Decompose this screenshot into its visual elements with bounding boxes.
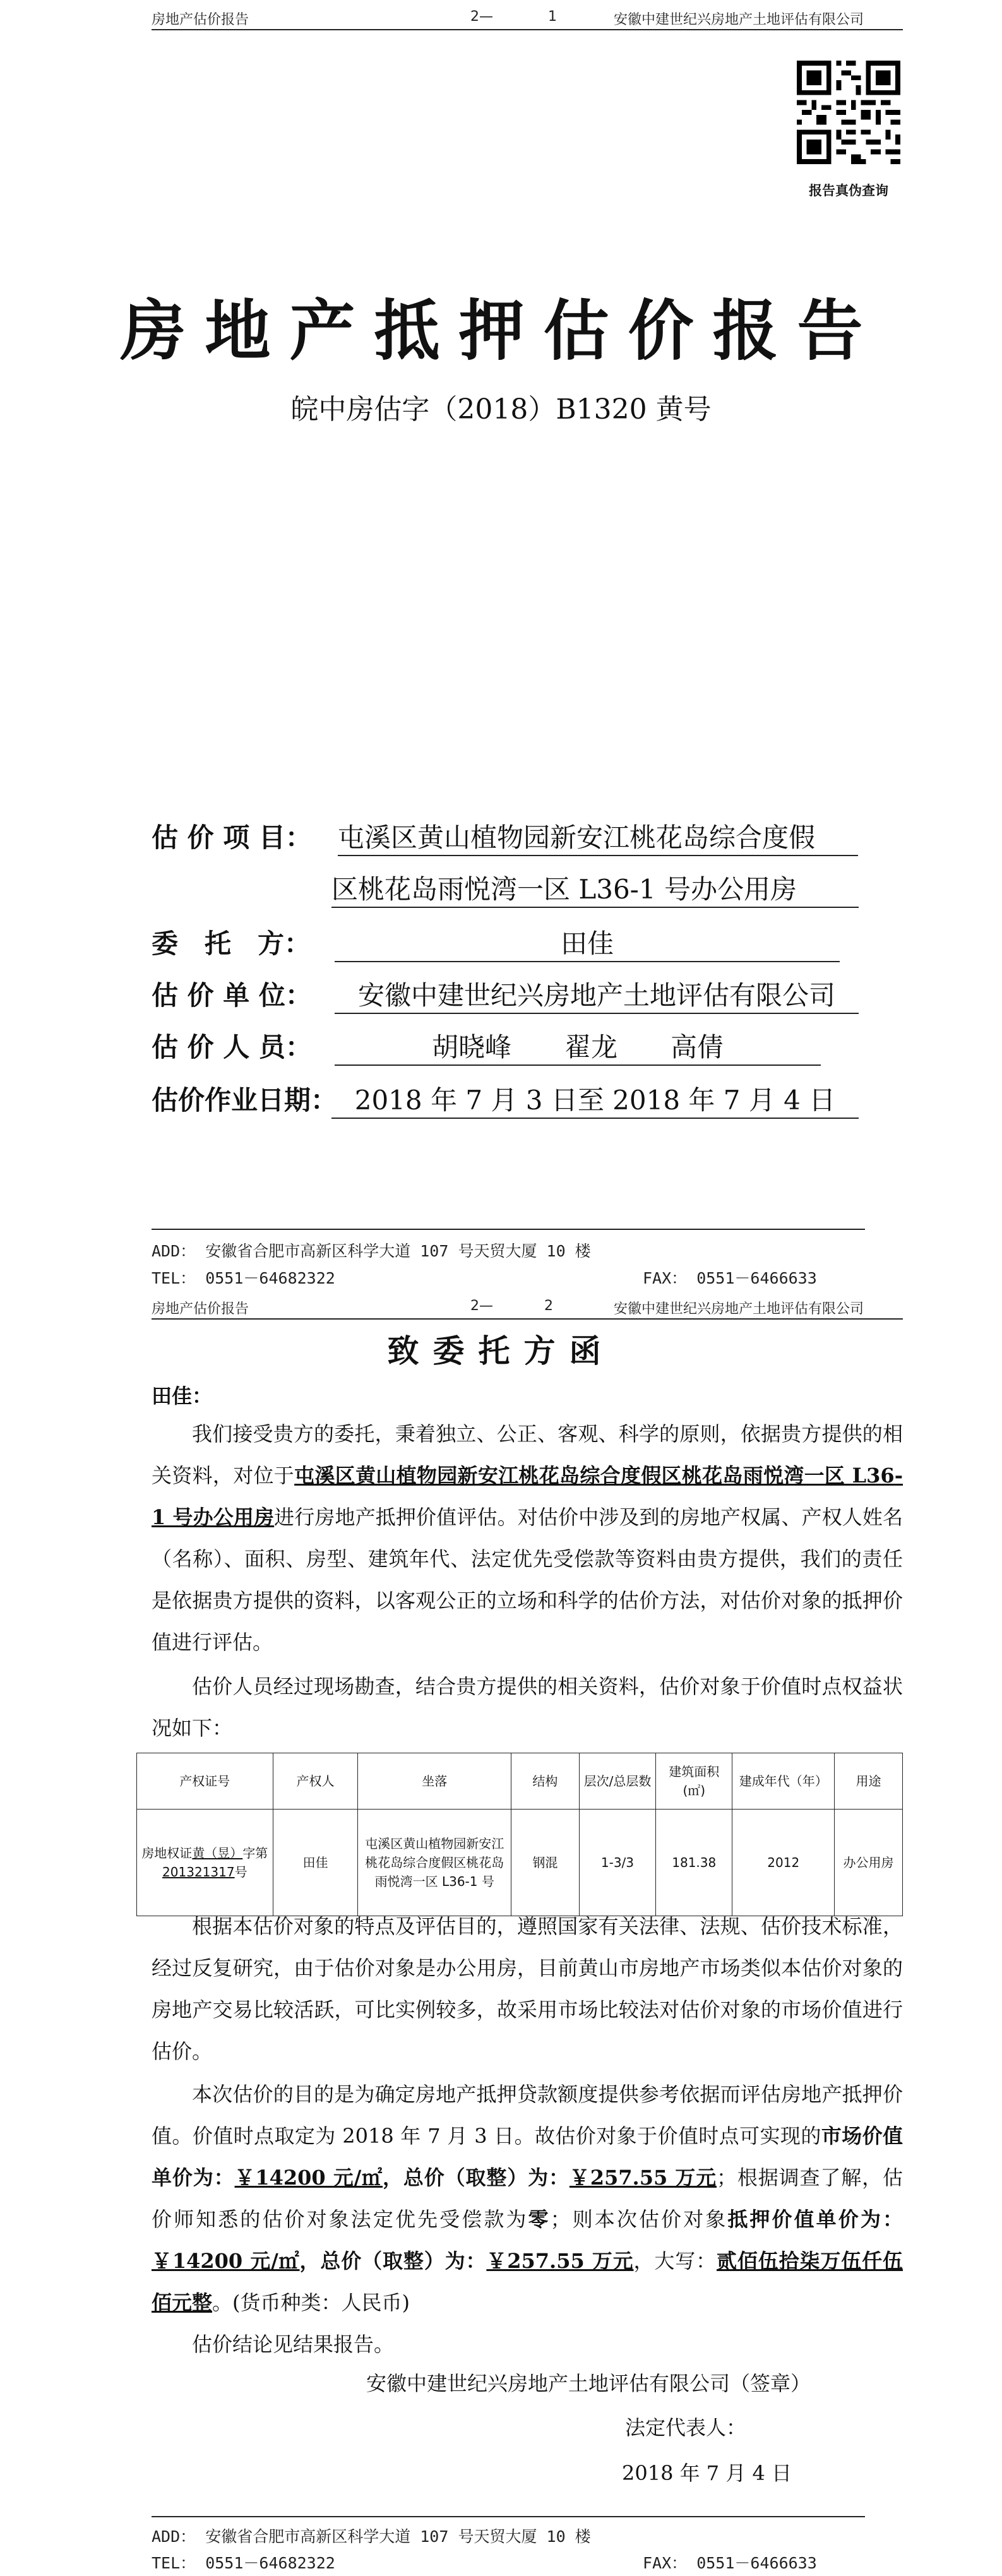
p4-f: ；根据调查了解，估价师知悉的估价对象法定优先受偿款为 — [152, 2166, 903, 2231]
mortgage-unit-price: ￥14200 元/㎡ — [152, 2249, 300, 2273]
cell-cert — [137, 1810, 273, 1916]
paragraph-2: 估价人员经过现场勘查，结合贵方提供的相关资料，估价对象于价值时点权益状况如下： — [152, 1674, 903, 1740]
appraisers-label: 估 价 人 员： — [152, 1032, 312, 1063]
date-label: 估价作业日期： — [152, 1085, 338, 1116]
client-row — [0, 923, 1002, 958]
cell-location: 屯溪区黄山植物园新安江桃花岛综合度假区桃花岛雨悦湾一区 L36-1 号 — [358, 1810, 511, 1916]
signature-date: 2018 年 7 月 4 日 — [622, 2461, 792, 2485]
date-value: 2018 年 7 月 3 日至 2018 年 7 月 4 日 — [331, 1080, 859, 1119]
page2-footer-address: ADD： 安徽省合肥市高新区科学大道 107 号天贸大厦 10 楼 — [152, 2527, 591, 2546]
cert-district: 黄（昱） — [192, 1846, 243, 1861]
project-value-line1: 屯溪区黄山植物园新安江桃花岛综合度假 — [338, 817, 858, 856]
cert-suffix: 号 — [234, 1864, 248, 1880]
paragraph-3: 根据本估价对象的特点及评估目的，遵照国家有关法律、法规、估价技术标准，经过反复研究，由于估价对象是办公用房，目前黄山市房地产市场类似本估价对象的房地产交易比较活跃，可比实例较多，故采用市场比较法对估价对象的市场价值进行估价。 — [152, 1914, 903, 2063]
cell-floors: 1-3/3 — [579, 1810, 655, 1916]
signature-company: 安徽中建世纪兴房地产土地评估有限公司（签章） — [366, 2371, 811, 2395]
property-address: 屯溪区黄山植物园新安江桃花岛综合度假区桃花岛雨悦湾一区 L36-1 号办公用房 — [152, 1464, 903, 1529]
report-title: 房地产抵押估价报告 — [120, 292, 882, 369]
col-floors: 层次/总层数 — [579, 1753, 655, 1810]
paragraph-1 — [152, 1413, 903, 1663]
page2-header-page-prefix: 2— — [470, 1298, 493, 1314]
market-total: ￥257.55 万元 — [569, 2166, 717, 2190]
project-label: 估 价 项 目： — [152, 822, 312, 853]
project-value-line2: 区桃花岛雨悦湾一区 L36-1 号办公用房 — [331, 869, 859, 908]
cell-use: 办公用房 — [835, 1810, 903, 1916]
page1-header-rule — [152, 29, 903, 30]
page1-footer-rule — [152, 1229, 865, 1230]
cert-mid: 字第 — [242, 1846, 268, 1861]
project-row — [0, 817, 1002, 852]
col-use: 用途 — [835, 1753, 903, 1810]
page2-header-page-number: 2 — [544, 1298, 553, 1314]
page2-header-left: 房地产估价报告 — [152, 1301, 249, 1317]
appraisers-row — [0, 1027, 1002, 1062]
cert-prefix: 房地权证 — [141, 1846, 193, 1861]
col-year: 建成年代（年） — [732, 1753, 835, 1810]
page2-header-right: 安徽中建世纪兴房地产土地评估有限公司 — [614, 1301, 864, 1317]
page2-header-rule — [152, 1318, 903, 1320]
market-total-label: ，总价（取整）为： — [383, 2166, 570, 2190]
cell-structure: 钢混 — [511, 1810, 580, 1916]
col-structure: 结构 — [511, 1753, 580, 1810]
page2-footer-tel: TEL： 0551－64682322 — [152, 2554, 335, 2572]
page1-header-left: 房地产估价报告 — [152, 12, 249, 28]
page1-header-page-number: 1 — [548, 9, 557, 25]
market-unit-price-label: 市场价值单价为： — [152, 2124, 903, 2190]
table-header-row — [137, 1753, 903, 1810]
mortgage-unit-price-label: 抵押价值单价为： — [727, 2207, 903, 2231]
qr-code-icon[interactable] — [797, 61, 900, 164]
page1-footer-address: ADD： 安徽省合肥市高新区科学大道 107 号天贸大厦 10 楼 — [152, 1242, 591, 1260]
market-unit-price: ￥14200 元/㎡ — [234, 2166, 383, 2190]
cell-year: 2012 — [732, 1810, 835, 1916]
project-row-2 — [0, 869, 1002, 904]
col-area: 建筑面积(㎡) — [656, 1753, 732, 1810]
p4-o: 。(货币种类：人民币) — [212, 2291, 410, 2315]
cell-owner: 田佳 — [273, 1810, 358, 1916]
amount-in-words: 贰佰伍拾柒万伍仟伍佰元整 — [152, 2249, 903, 2315]
property-table — [136, 1753, 903, 1916]
paragraph-4 — [152, 2073, 903, 2323]
addressee: 田佳： — [152, 1384, 213, 1408]
paragraph-1-c: 进行房地产抵押价值评估。对估价中涉及到的房地产权属、产权人姓名（名称）、面积、房型、建筑年代、法定优先受偿款等资料由贵方提供，我们的责任是依据贵方提供的资料，以客观公正的立场和科学的估价方法，对估价对象的抵押价值进行评估。 — [152, 1505, 903, 1654]
col-cert: 产权证号 — [137, 1753, 273, 1810]
table-row — [137, 1810, 903, 1916]
cell-area: 181.38 — [656, 1810, 732, 1916]
cert-number: 201321317 — [162, 1864, 235, 1880]
mortgage-total-label: ，总价（取整）为： — [299, 2249, 487, 2273]
page2-footer-fax: FAX： 0551－6466633 — [643, 2554, 817, 2572]
priority-amount: 零 — [528, 2207, 551, 2231]
col-location: 坐落 — [358, 1753, 511, 1810]
client-value: 田佳 — [335, 923, 840, 962]
p4-m: ，大写： — [633, 2249, 717, 2273]
p4-h: ；则本次估价对象 — [550, 2207, 728, 2231]
appraiser-org-row — [0, 975, 1002, 1010]
client-label: 委 托 方： — [152, 928, 311, 959]
paragraph-5: 估价结论见结果报告。 — [192, 2332, 395, 2356]
appraiser-org-label: 估 价 单 位： — [152, 980, 312, 1011]
page1-header-page-prefix: 2— — [470, 9, 493, 25]
document-number: 皖中房估字（2018）B1320 黄号 — [290, 393, 712, 426]
legal-representative: 法定代表人： — [625, 2416, 747, 2440]
letter-title: 致委托方函 — [387, 1332, 615, 1369]
col-owner: 产权人 — [273, 1753, 358, 1810]
appraiser-org-value: 安徽中建世纪兴房地产土地评估有限公司 — [335, 975, 859, 1014]
p4-a: 本次估价的目的是为确定房地产抵押贷款额度提供参考依据而评估房地产抵押价值。价值时点取定为 2018 年 7 月 3 日。故估价对象于价值时点可实现的 — [152, 2082, 903, 2148]
page1-header-right: 安徽中建世纪兴房地产土地评估有限公司 — [614, 12, 864, 28]
page1-footer-fax: FAX： 0551－6466633 — [643, 1269, 817, 1287]
page2-footer-rule — [152, 2516, 865, 2517]
paragraph-1-a: 我们接受贵方的委托，秉着独立、公正、客观、科学的原则，依据贵方提供的相关资料，对位于 — [152, 1422, 903, 1488]
page1-footer-tel: TEL： 0551－64682322 — [152, 1269, 335, 1287]
date-row — [0, 1080, 1002, 1115]
appraisers-value: 胡晓峰 翟龙 高倩 — [335, 1027, 821, 1066]
mortgage-total: ￥257.55 万元 — [486, 2249, 634, 2273]
qr-caption: 报告真伪查询 — [809, 183, 888, 198]
